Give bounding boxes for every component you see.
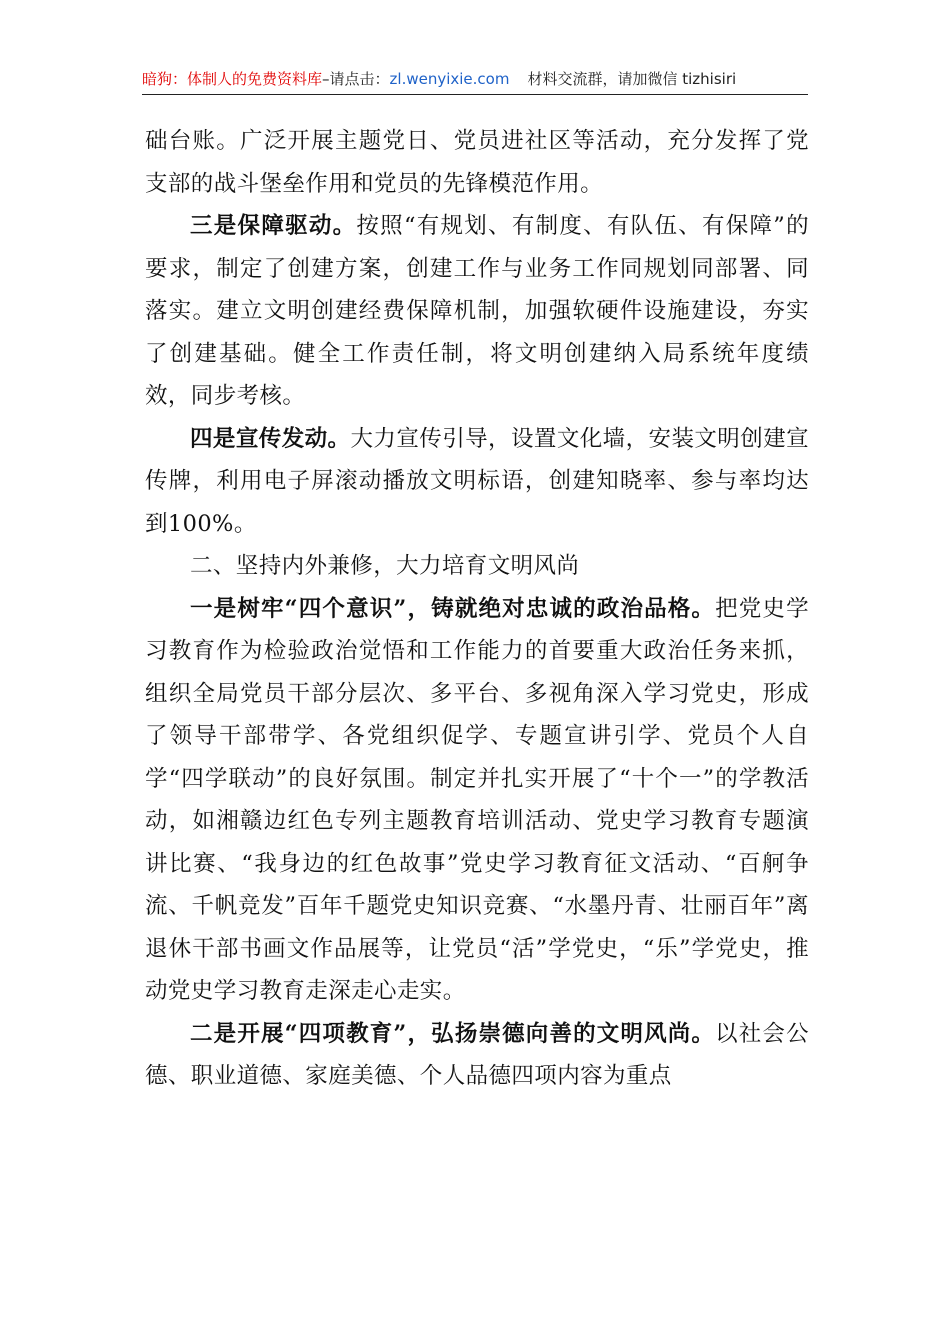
header-group-text: 材料交流群，请加微信 tizhisiri [527,70,737,88]
header-prompt: –请点击： [322,70,390,88]
paragraph-text: 大力宣传引导，设置文化墙，安装文明创建宣传牌，利用电子屏滚动播放文明标语，创建知晓率、参与率均达到100%。 [145,425,809,537]
paragraph [145,120,809,205]
section-heading [145,545,809,588]
document-body [145,120,809,1098]
paragraph-text: 以社会公德、职业道德、家庭美德、个人品德四项内容为重点 [145,1020,809,1089]
paragraph [145,588,809,1013]
paragraph-text: 础台账。广泛开展主题党日、党员进社区等活动，充分发挥了党支部的战斗堡垒作用和党员的先锋模范作用。 [145,128,809,197]
paragraph-lead: 三是保障驱动。 [190,213,357,239]
header-brand: 暗狗：体制人的免费资料库 [142,70,323,88]
paragraph-lead: 二是开展“四项教育”，弘扬崇德向善的文明风尚。 [190,1020,716,1047]
paragraph [145,205,809,418]
paragraph-text: 按照“有规划、有制度、有队伍、有保障”的要求，制定了创建方案，创建工作与业务工作同规划同部署、同落实。建立文明创建经费保障机制，加强软硬件设施建设，夯实了创建基础。健全工作责任制，将文明创建纳入局系统年度绩效，同步考核。 [145,213,809,409]
page-header [142,66,808,95]
paragraph-lead: 四是宣传发动。 [190,425,351,452]
paragraph-text: 把党史学习教育作为检验政治觉悟和工作能力的首要重大政治任务来抓，组织全局党员干部分层次、多平台、多视角深入学习党史，形成了领导干部带学、各党组织促学、专题宣讲引学、党员个人自学“四学联动”的良好氛围。制定并扎实开展了“十个一”的学教活动，如湘赣边红色专列主题教育培训活动、党史学习教育专题演讲比赛、“我身边的红色故事”党史学习教育征文活动、“百舸争流、千帆竞发”百年千题党史知识竞赛、“水墨丹青、壮丽百年”离退休干部书画文作品展等，让党员“活”学党史，“乐”学党史，推动党史学习教育走深走心走实。 [145,595,809,1004]
paragraph-text: 二、坚持内外兼修，大力培育文明风尚 [190,553,580,579]
paragraph-lead: 一是树牢“四个意识”，铸就绝对忠诚的政治品格。 [190,595,716,622]
header-url-link[interactable]: zl.wenyixie.com [389,70,510,88]
paragraph [145,1013,809,1098]
paragraph [145,418,809,546]
